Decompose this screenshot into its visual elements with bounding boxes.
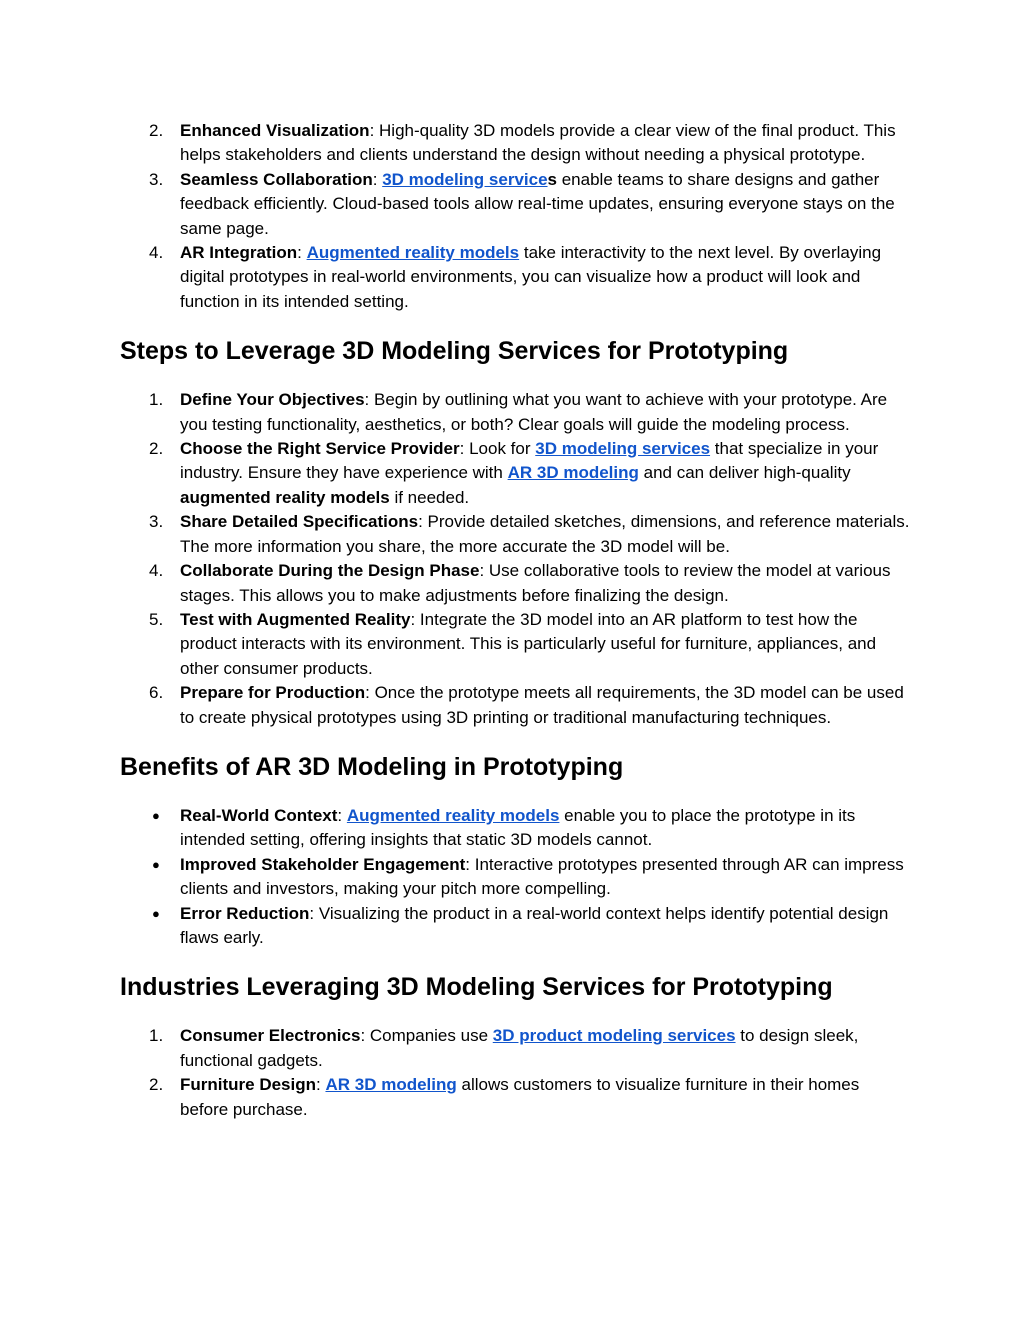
item-text: : Interactive prototypes presented through AR can impress clients and investors, making your pitch more compelling. — [180, 854, 904, 899]
item-term: Test with Augmented Reality — [180, 609, 411, 629]
item-text: : Use collaborative tools to review the model at various stages. This allows you to make adjustments before finalizing the design. — [180, 561, 891, 605]
document-page — [120, 119, 910, 1122]
item-term: Consumer Electronics — [180, 1026, 361, 1046]
link-augmented-reality-models[interactable]: Augmented reality models — [346, 805, 560, 825]
item-text: enable teams to share designs and gather feedback efficiently. Cloud-based tools allow real-time updates, ensuring everyone stays on the same page. — [180, 169, 895, 238]
item-text: and can deliver high-quality — [638, 463, 851, 483]
list-item — [120, 681, 910, 730]
item-text: enable you to place the prototype in its intended setting, offering insights that static 3D models cannot. — [180, 805, 856, 850]
item-term: Collaborate During the Design Phase — [180, 561, 480, 581]
item-text: : High-quality 3D models provide a clear view of the final product. This helps stakeholders and clients understand the design without needing a physical prototype. — [180, 121, 896, 165]
list-item — [120, 119, 910, 168]
bullet-icon: ● — [152, 856, 160, 872]
list-item — [120, 804, 910, 853]
list-item — [120, 1024, 910, 1073]
list-item — [120, 388, 910, 437]
item-term: Improved Stakeholder Engagement — [180, 854, 466, 874]
list-number: 2. — [149, 121, 164, 140]
link-3d-modeling-services[interactable]: 3D modeling services — [535, 439, 711, 459]
list-number: 5. — [149, 609, 164, 629]
item-text: : — [337, 805, 347, 825]
list-number: 1. — [149, 1026, 164, 1046]
item-text: : Once the prototype meets all requirements, the 3D model can be used to create physical prototypes using 3D printing or traditional manufacturing techniques. — [180, 683, 904, 727]
item-text: allows customers to visualize furniture in their homes before purchase. — [180, 1075, 860, 1119]
item-term: Prepare for Production — [180, 683, 366, 703]
list-item — [120, 510, 910, 559]
item-term: Error Reduction — [180, 903, 310, 923]
item-text: : Provide detailed sketches, dimensions, and reference materials. The more information you share, the more accurate the 3D model will be. — [180, 512, 910, 556]
list-item — [120, 608, 910, 681]
item-text: : — [297, 243, 307, 263]
industries-list — [120, 1024, 910, 1122]
item-text: : Visualizing the product in a real-world context helps identify potential design flaws early. — [180, 903, 889, 947]
section-heading-benefits: Benefits of AR 3D Modeling in Prototyping — [120, 752, 624, 781]
link-augmented-reality-models[interactable]: Augmented reality models — [306, 243, 520, 263]
list-number: 2. — [149, 1075, 164, 1095]
list-number: 3. — [149, 512, 164, 532]
item-term: Define Your Objectives — [180, 390, 365, 410]
list-number: 1. — [149, 390, 164, 410]
item-text-bold: augmented reality models — [180, 487, 390, 507]
benefits-list — [120, 804, 910, 950]
item-text: to design sleek, functional gadgets. — [180, 1026, 859, 1070]
item-term: Choose the Right Service Provider — [180, 439, 460, 459]
item-term: Seamless Collaboration — [180, 169, 373, 189]
item-text-bold: s — [547, 169, 557, 189]
list-item — [120, 1073, 910, 1122]
item-term: Share Detailed Specifications — [180, 512, 419, 532]
link-ar-3d-modeling[interactable]: AR 3D modeling — [325, 1075, 457, 1095]
item-term: Enhanced Visualization — [180, 121, 370, 140]
item-text: take interactivity to the next level. By overlaying digital prototypes in real-world environments, you can visualize how a product will look and function in its intended setting. — [180, 243, 882, 311]
list-number: 3. — [149, 169, 164, 189]
section-heading-steps: Steps to Leverage 3D Modeling Services for Prototyping — [120, 337, 789, 366]
list-number: 4. — [149, 561, 164, 581]
link-3d-product-modeling-services[interactable]: 3D product modeling services — [492, 1026, 736, 1046]
list-number: 6. — [149, 683, 164, 703]
item-term: AR Integration — [180, 243, 298, 263]
link-ar-3d-modeling[interactable]: AR 3D modeling — [507, 463, 639, 483]
steps-list — [120, 388, 910, 730]
bullet-icon: ● — [152, 905, 160, 921]
list-item — [120, 902, 910, 951]
list-number: 4. — [149, 243, 164, 263]
item-text: : Look for — [459, 439, 536, 459]
bullet-icon: ● — [152, 807, 160, 823]
list-item — [120, 241, 910, 314]
list-item — [120, 168, 910, 241]
section-heading-industries: Industries Leveraging 3D Modeling Services for Prototyping — [120, 973, 833, 1002]
item-text: that specialize in your industry. Ensure they have experience with — [180, 439, 879, 483]
list-number: 2. — [149, 439, 164, 459]
item-text: if needed. — [389, 487, 470, 507]
item-term: Furniture Design — [180, 1075, 317, 1095]
link-3d-modeling-service[interactable]: 3D modeling service — [382, 169, 548, 189]
list-item — [120, 559, 910, 608]
item-text: : — [316, 1075, 326, 1095]
item-text: : Companies use — [360, 1026, 493, 1046]
list-item — [120, 437, 910, 510]
item-term: Real-World Context — [180, 805, 338, 825]
item-text: : — [372, 169, 383, 189]
intro-list — [120, 119, 910, 314]
item-text: : Begin by outlining what you want to achieve with your prototype. Are you testing functionality, aesthetics, or both? Clear goals will guide the modeling process. — [180, 390, 888, 434]
item-text: : Integrate the 3D model into an AR platform to test how the product interacts with its environment. This is particularly useful for furniture, appliances, and other consumer products. — [180, 609, 877, 678]
list-item — [120, 853, 910, 902]
